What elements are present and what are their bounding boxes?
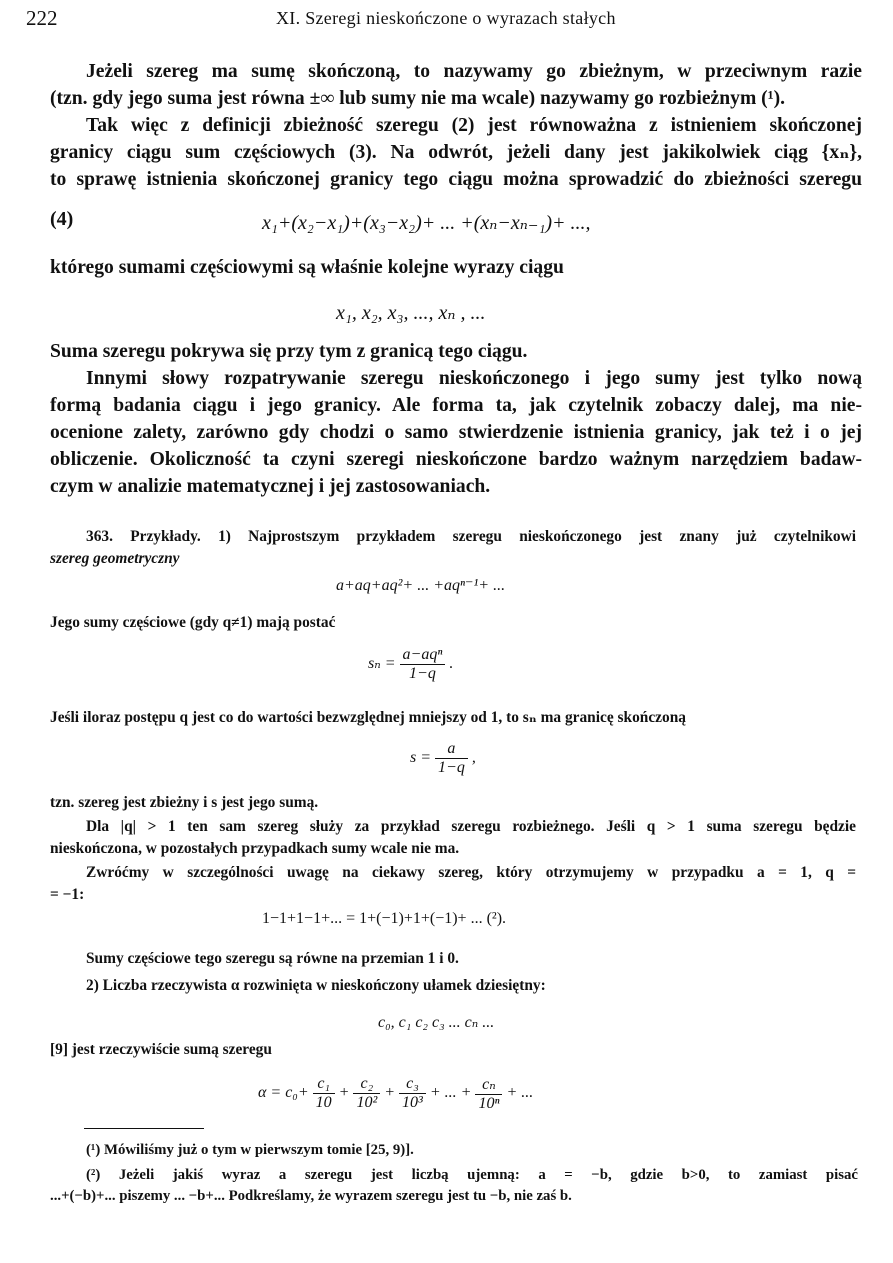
text-line: 2) Liczba rzeczywista α rozwinięta w nieskończony ułamek dziesiętny: (86, 977, 546, 994)
fraction (353, 1075, 380, 1112)
alpha-series-formula (258, 1074, 533, 1113)
footnotes (50, 1140, 858, 1207)
footnote-separator (84, 1128, 204, 1129)
numerator: cₙ (475, 1074, 502, 1095)
formula-tail: + ... (506, 1084, 534, 1102)
page-number: 222 (26, 6, 58, 30)
text-line: granicy ciągu sum częściowych (3). Na odwrót, jeżeli dany jest jakikolwiek ciąg {xₙ}, (50, 142, 862, 163)
geometric-series: a+aq+aq²+ ... +aqⁿ⁻¹+ ... (336, 577, 506, 594)
text-line: Tak więc z definicji zbieżność szeregu (2) jest równoważna z istnieniem skończonej (86, 115, 862, 136)
paragraph-definition (50, 58, 862, 112)
footnote-2-continuation: ...+(−b)+... piszemy ... −b+... Podkreślamy, że wyrazem szeregu jest tu −b, nie zaś b. (50, 1188, 572, 1204)
section-363 (50, 526, 856, 570)
denominator: 10² (356, 1094, 378, 1111)
ellipsis-terms: + ... + (429, 1084, 472, 1102)
text-line: Jeżeli szereg ma sumę skończoną, to nazywamy go zbieżnym, w przeciwnym razie (86, 61, 862, 82)
text-line: ocenione zalety, zarówno gdy chodzi o samo stwierdzenie istnienia granicy, jak też i o jej (50, 422, 862, 443)
formula-lhs: α = c₀+ (258, 1084, 309, 1102)
text-line: Jego sumy częściowe (gdy q≠1) mają postać (50, 614, 336, 631)
page-header (26, 6, 866, 30)
text-line: nieskończona, w pozostałych przypadkach sumy wcale nie ma. (50, 840, 460, 857)
text-line: Sumy częściowe tego szeregu są równe na przemian 1 i 0. (86, 950, 459, 967)
numerator: c₂ (353, 1075, 380, 1094)
text-line: tzn. szereg jest zbieżny i s jest jego sumą. (50, 794, 319, 811)
text-line: szereg geometryczny (50, 550, 180, 567)
sn-formula (368, 646, 453, 683)
fraction (475, 1074, 502, 1113)
text-line: Innymi słowy rozpatrywanie szeregu nieskończonego i jego sumy jest tylko nową (86, 368, 862, 389)
formula-tail: . (449, 655, 454, 673)
equation-4: x₁+(x₂−x₁)+(x₃−x₂)+ ... +(xₙ−xₙ₋₁)+ ..., (262, 212, 591, 234)
paragraph-equivalence (50, 112, 862, 193)
formula-lhs: sₙ = (368, 655, 396, 673)
example-2-text (50, 975, 856, 997)
formula-lhs: s = (410, 749, 432, 767)
fraction (313, 1075, 335, 1112)
text-line: Jeśli iloraz postępu q jest co do wartości bezwzględnej mniejszy od 1, to sₙ ma granicę skończoną (50, 709, 686, 726)
converges-text (50, 792, 856, 814)
plus-sign: + (338, 1084, 350, 1102)
numerator: a (435, 740, 468, 759)
section-heading-line: 363. Przykłady. 1) Najprostszym przykładem szeregu nieskończonego jest znany już czytelnikowi (86, 528, 856, 545)
formula-tail: , (471, 749, 476, 767)
footnote-1: (¹) Mówiliśmy już o tym w pierwszym tomie [25, 9)]. (86, 1142, 414, 1158)
text-line: czym w analizie matematycznej i jej zastosowaniach. (50, 476, 491, 497)
text-line: [9] jest rzeczywiście sumą szeregu (50, 1041, 272, 1058)
example-2-continuation (50, 1039, 856, 1061)
equation-number: (4) (50, 208, 74, 230)
plus-sign: + (384, 1084, 396, 1102)
denominator: 1−q (438, 759, 465, 776)
numerator: c₃ (399, 1075, 426, 1094)
sequence-formula: x₁, x₂, x₃, ..., xₙ , ... (336, 302, 486, 324)
alternating-series: 1−1+1−1+... = 1+(−1)+1+(−1)+ ... (²). (262, 910, 507, 927)
footnote-2: (²) Jeżeli jakiś wyraz a szeregu jest liczbą ujemną: a = −b, gdzie b>0, to zamiast pisać (86, 1167, 858, 1183)
divergent-text (50, 816, 856, 860)
paragraph-partial-sums (50, 254, 862, 281)
text-line: Dla |q| > 1 ten sam szereg służy za przykład szeregu rozbieżnego. Jeśli q > 1 suma szeregu będzie (86, 818, 856, 835)
partial-sums-intro (50, 612, 856, 634)
paragraph-new-form (50, 365, 862, 500)
decimal-digits: c₀, c₁ c₂ c₃ ... cₙ ... (378, 1014, 495, 1031)
text-line: Zwróćmy w szczególności uwagę na ciekawy szereg, który otrzymujemy w przypadku a = 1, q = (86, 864, 856, 881)
running-title: XI. Szeregi nieskończone o wyrazach stałych (276, 8, 616, 28)
text-line: Suma szeregu pokrywa się przy tym z granicą tego ciągu. (50, 341, 528, 362)
denominator: 10³ (402, 1094, 423, 1111)
numerator: c₁ (313, 1075, 335, 1094)
denominator: 10 (315, 1094, 332, 1111)
s-formula (410, 740, 476, 777)
limit-intro (50, 707, 856, 729)
text-line: formą badania ciągu i jego granicy. Ale forma ta, jak czytelnik zobaczy dalej, ma nie- (50, 395, 862, 416)
text-line: (tzn. gdy jego suma jest równa ±∞ lub sumy nie ma wcale) nazywamy go rozbieżnym (¹). (50, 88, 785, 109)
alternating-sums-text (50, 948, 856, 970)
denominator: 10ⁿ (478, 1095, 500, 1112)
special-case-text (50, 862, 856, 906)
fraction (399, 1075, 426, 1112)
fraction (435, 740, 468, 777)
text-line: którego sumami częściowymi są właśnie kolejne wyrazy ciągu (50, 257, 564, 278)
text-line: obliczenie. Okoliczność ta czyni szeregi nieskończone bardzo ważnym narzędziem badaw- (50, 449, 862, 470)
fraction (400, 646, 446, 683)
denominator: 1−q (409, 665, 436, 682)
text-line: to sprawę istnienia skończonej granicy tego ciągu można sprowadzić do zbieżności szeregu (50, 169, 862, 190)
text-line: = −1: (50, 886, 85, 903)
paragraph-sum-limit (50, 338, 862, 365)
numerator: a−aqⁿ (400, 646, 446, 665)
